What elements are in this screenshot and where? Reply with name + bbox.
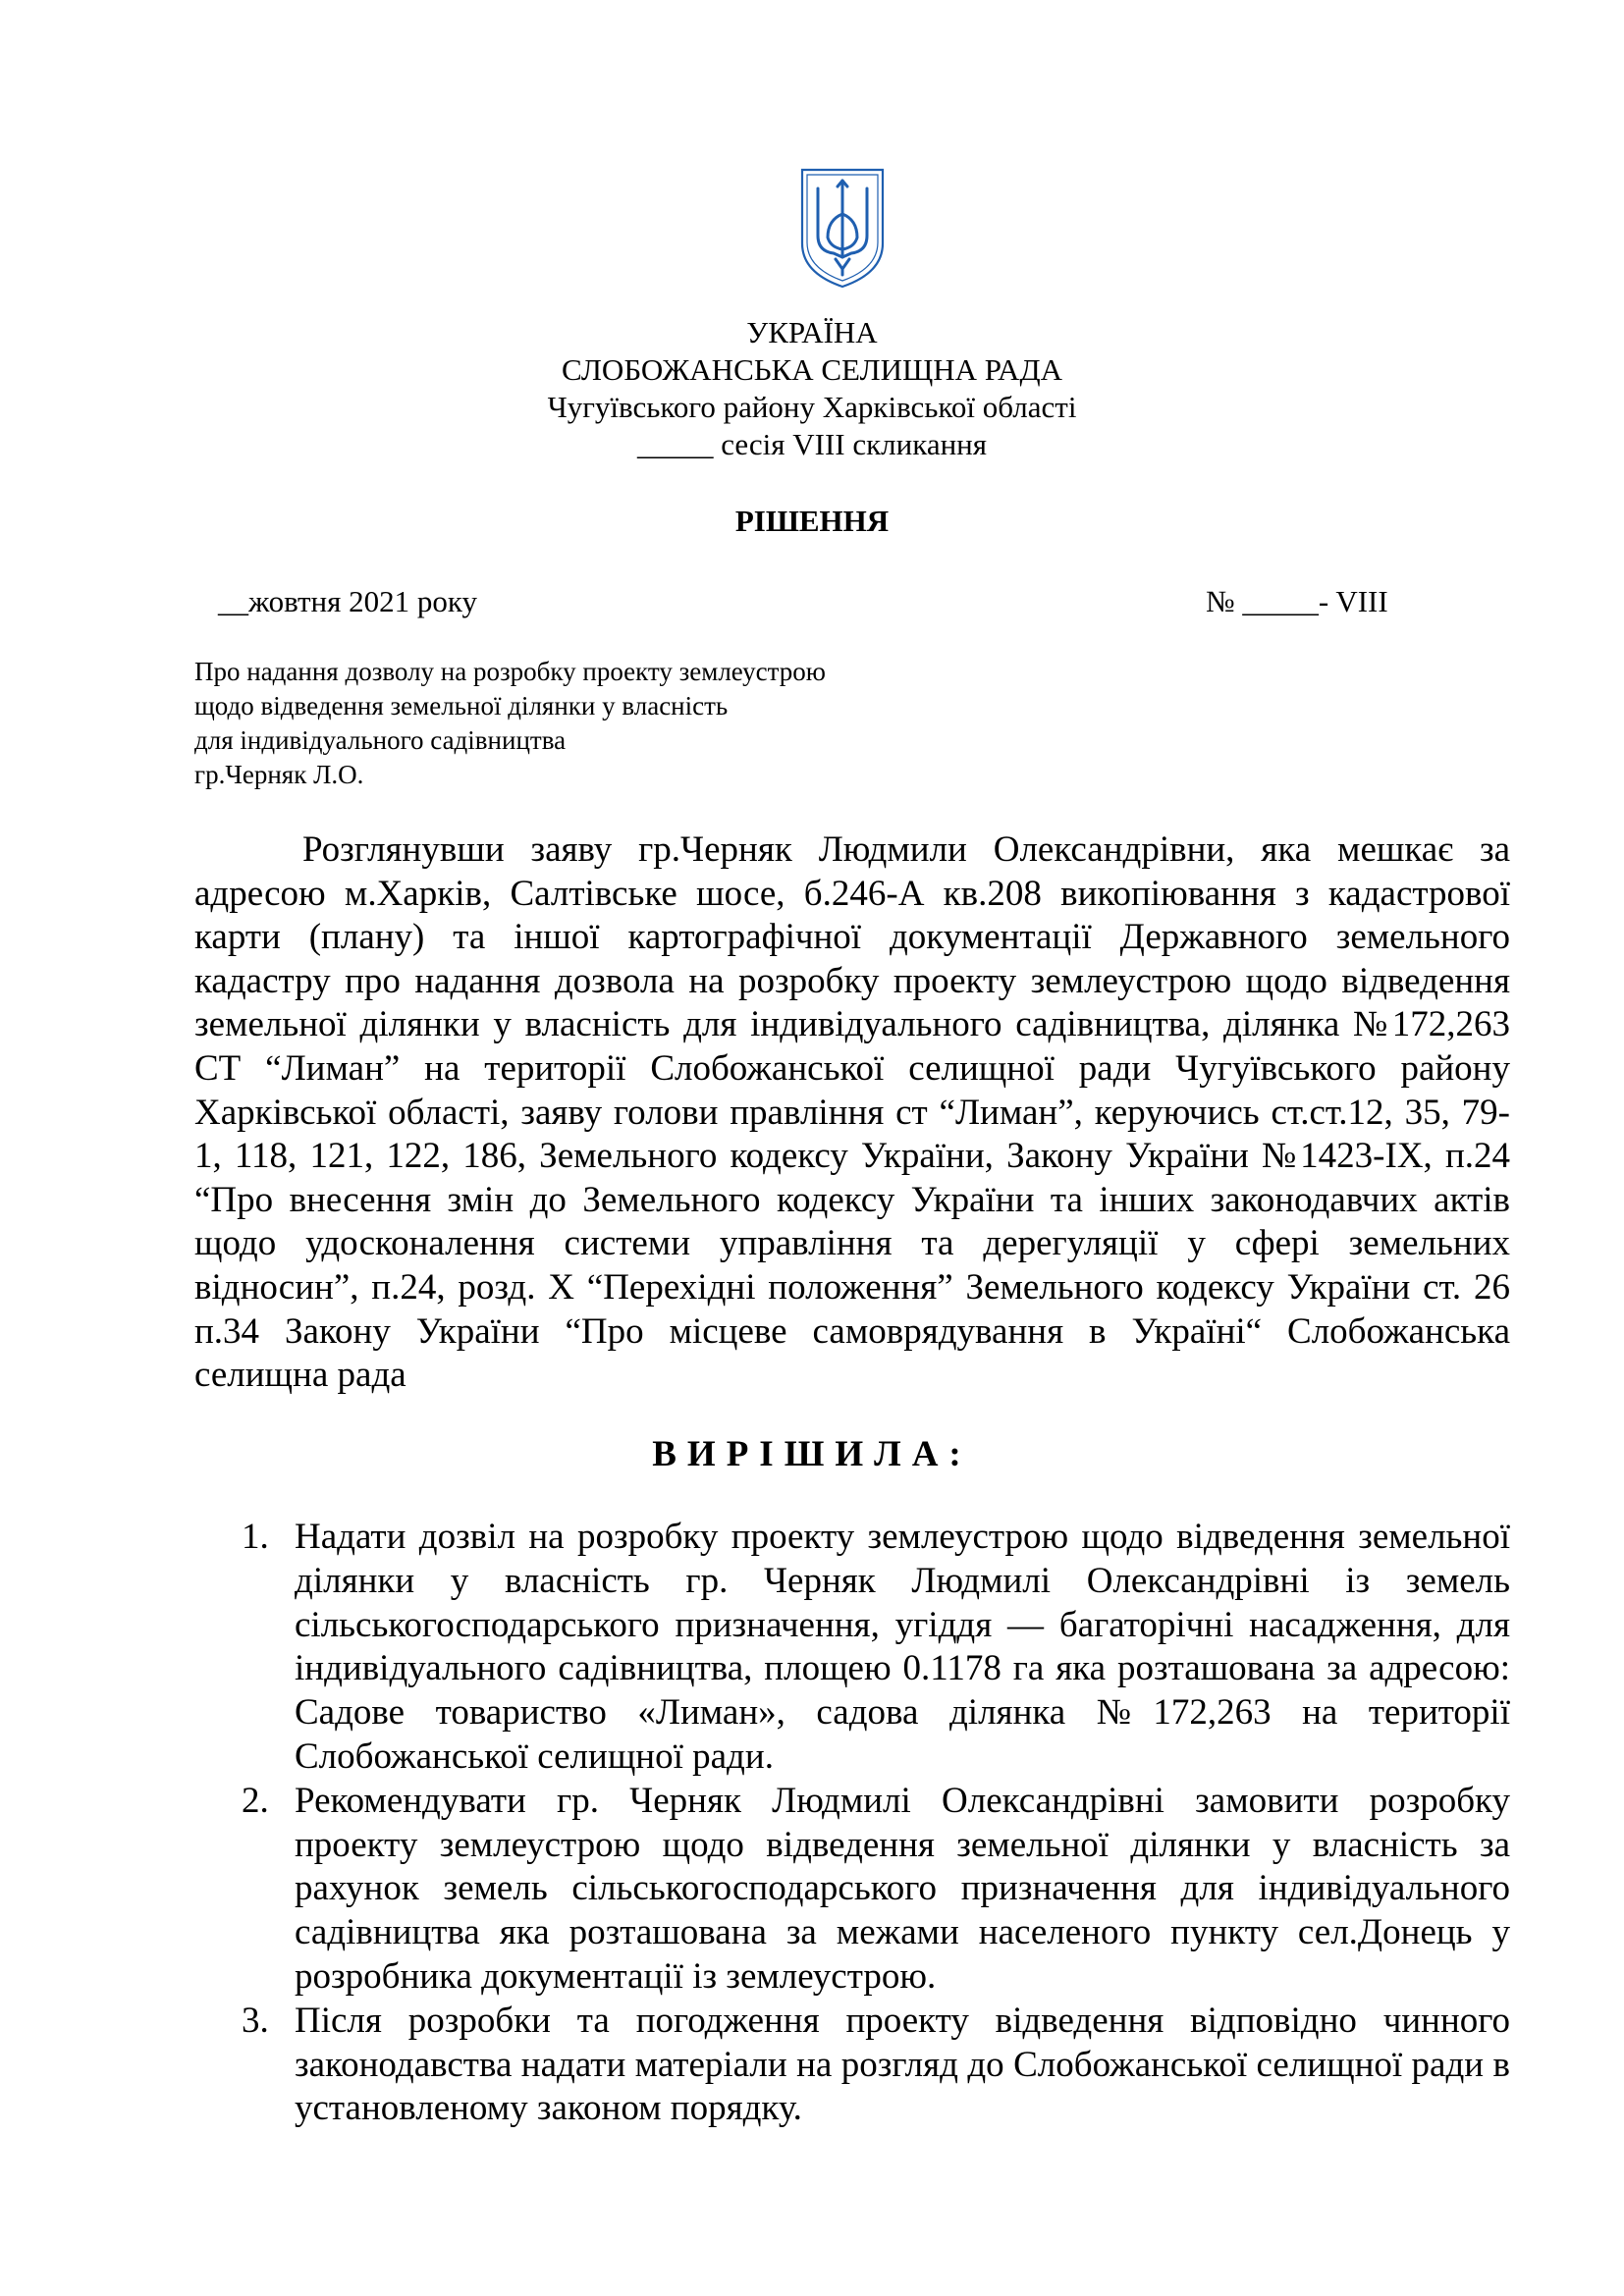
resolution-heading: ВИРІШИЛА:	[652, 1434, 972, 1474]
document-header	[0, 314, 1624, 463]
decision-text: Надати дозвіл на розробку проекту землеустрою щодо відведення земельної ділянки у власність гр. Черняк Людмилі Олександрівні із земель сільськогосподарського призначення, угіддя — багаторічні насадження, для індивідуального садівництва, площею 0.1178 га яка розташована за адресою: Садове товариство «Лиман», садова ділянка №172,263 на території Слобожанської селищної ради.	[295, 1517, 1510, 1777]
subject-line: гр.Черняк Л.О.	[194, 760, 364, 789]
document-title: РІШЕННЯ	[734, 504, 890, 538]
decision-subject	[194, 655, 980, 792]
decision-item	[194, 2000, 1510, 2131]
decision-number-label: 1.	[242, 1517, 269, 1557]
district-name: Чугуївського району Харківської області	[547, 390, 1077, 424]
coat-of-arms-icon	[798, 167, 887, 290]
council-name: СЛОБОЖАНСЬКА СЕЛИЩНА РАДА	[562, 352, 1062, 387]
decision-number: № _____- VIII	[1206, 584, 1388, 618]
decision-item	[194, 1516, 1510, 1780]
decision-date: __жовтня 2021 року	[218, 584, 478, 618]
subject-line: щодо відведення земельної ділянки у власність	[194, 691, 729, 721]
decision-text: Рекомендувати гр. Черняк Людмилі Олександрівні замовити розробку проекту землеустрою щодо відведення земельної ділянки у власність за рахунок земель сільськогосподарського призначення для індивідуального садівництва яка розташована за межами населеного пункту сел.Донець у розробника документації із землеустрою.	[295, 1780, 1510, 1997]
decision-number-label: 3.	[242, 2000, 269, 2041]
country-name: УКРАЇНА	[746, 315, 878, 349]
decision-text: Після розробки та погодження проекту відведення відповідно чинного законодавства надати матеріали на розгляд до Слобожанської селищної ради в установленому законом порядку.	[295, 2000, 1510, 2129]
subject-line: для індивідуального садівництва	[194, 725, 567, 755]
decisions-list	[194, 1516, 1510, 2131]
decision-item	[194, 1780, 1510, 2000]
decision-number-label: 2.	[242, 1780, 269, 1821]
session-line: _____ сесія VIII скликання	[636, 427, 988, 461]
subject-line: Про надання дозволу на розробку проекту землеустрою	[194, 657, 826, 686]
preamble-paragraph: Розглянувши заяву гр.Черняк Людмили Олександрівни, яка мешкає за адресою м.Харків, Салтівське шосе, б.246-А кв.208 викопіювання з кадастрової карти (плану) та іншої картографічної документації Державного земельного кадастру про надання дозвола на розробку проекту землеустрою щодо відведення земельної ділянки у власність для індивідуального садівництва, ділянка №172,263 СТ “Лиман” на території Слобожанської селищної ради Чугуївського району Харківської області, заяву голови правління ст “Лиман”, керуючись ст.ст.12, 35, 79-1, 118, 121, 122, 186, Земельного кодексу України, Закону України №1423-IX, п.24 “Про внесення змін до Земельного кодексу України та інших законодавчих актів щодо удосконалення системи управління та дерегуляції у сфері земельних відносин”, п.24, розд. Х “Перехідні положення” Земельного кодексу України ст. 26 п.34 Закону України “Про місцеве самоврядування в Україні“ Слобожанська селищна рада	[194, 829, 1510, 1396]
